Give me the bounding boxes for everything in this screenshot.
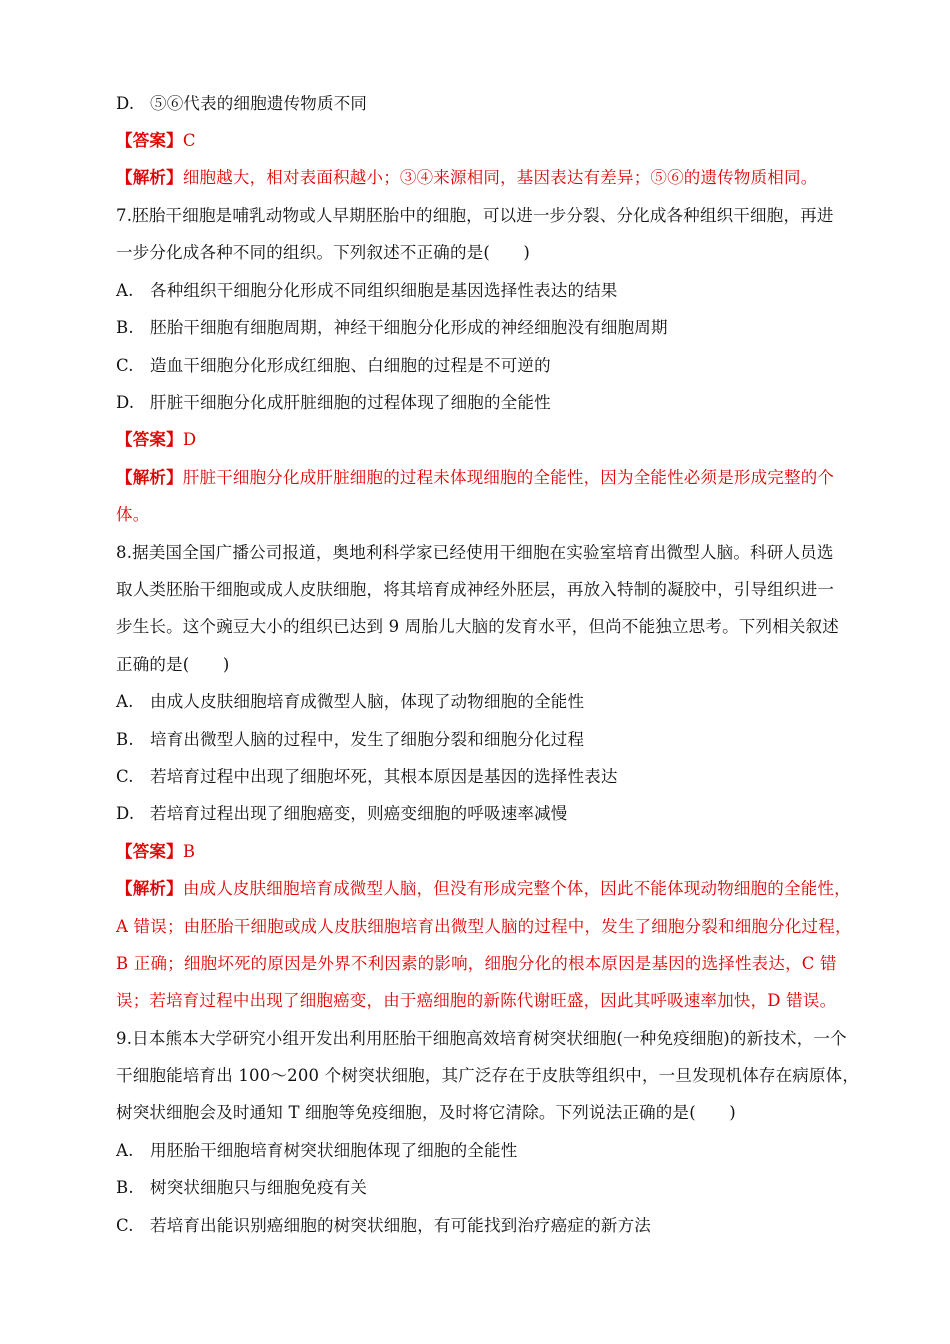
option-text: 肝脏干细胞分化成肝脏细胞的过程体现了细胞的全能性 [150,393,551,412]
q9-stem-line2: 干细胞能培育出 100～200 个树突状细胞，其广泛存在于皮肤等组织中，一旦发现机体存在病原体， [116,1066,860,1085]
q8-option-b [116,729,584,751]
option-text: ⑤⑥代表的细胞遗传物质不同 [150,94,368,113]
q9-option-b [116,1177,367,1199]
q8-option-a [116,691,584,713]
option-text: 若培育过程出现了细胞癌变，则癌变细胞的呼吸速率减慢 [150,804,568,823]
q8-option-d [116,803,568,825]
q8-analysis-line2: A 错误；由胚胎干细胞或成人皮肤细胞培育出微型人脑的过程中，发生了细胞分裂和细胞分化过程， [116,917,852,936]
q7-stem-line1: 7.胚胎干细胞是哺乳动物或人早期胚胎中的细胞，可以进一步分裂、分化成各种组织干细胞，再进 [116,206,834,225]
q9-stem-line3: 树突状细胞会及时通知 T 细胞等免疫细胞，及时将它清除。下列说法正确的是( ) [116,1103,736,1122]
answer-label: 【答案】 [116,842,183,861]
q7-option-a [116,280,618,302]
option-letter: C. [116,356,134,375]
option-letter: D. [116,804,135,823]
q7-option-c [116,355,551,377]
q9-option-a [116,1140,517,1162]
q9-stem-line1: 9.日本熊本大学研究小组开发出利用胚胎干细胞高效培育树突状细胞(一种免疫细胞)的新技术，一个 [116,1029,847,1048]
q7-analysis-line1 [116,467,834,489]
option-text: 培育出微型人脑的过程中，发生了细胞分裂和细胞分化过程 [150,730,585,749]
option-text: 胚胎干细胞有细胞周期，神经干细胞分化形成的神经细胞没有细胞周期 [150,318,668,337]
option-d [116,93,367,115]
q7-option-b [116,317,668,339]
q8-analysis-line1 [116,878,851,900]
answer-label: 【答案】 [116,131,183,150]
q7-answer [116,429,196,451]
analysis-text: 由成人皮肤细胞培育成微型人脑，但没有形成完整个体，因此不能体现动物细胞的全能性， [182,879,851,898]
q8-stem-line1: 8.据美国全国广播公司报道，奥地利科学家已经使用干细胞在实验室培育出微型人脑。科研人员选 [116,543,834,562]
q7-stem-line2: 一步分化成各种不同的组织。下列叙述不正确的是( ) [116,243,531,262]
analysis-label: 【解析】 [116,168,183,187]
option-text: 树突状细胞只与细胞免疫有关 [150,1178,368,1197]
q7-option-d [116,392,551,414]
q8-stem-line3: 步生长。这个豌豆大小的组织已达到 9 周胎儿大脑的发育水平，但尚不能独立思考。下列相关叙述 [116,617,839,636]
option-text: 造血干细胞分化形成红细胞、白细胞的过程是不可逆的 [150,356,551,375]
option-letter: A. [116,281,134,300]
option-letter: A. [116,1141,134,1160]
option-letter: D. [116,393,135,412]
q8-stem-line4: 正确的是( ) [116,655,230,674]
q8-stem-line2: 取人类胚胎干细胞或成人皮肤细胞，将其培育成神经外胚层，再放入特制的凝胶中，引导组织进一 [116,580,835,599]
option-text: 各种组织干细胞分化形成不同组织细胞是基因选择性表达的结果 [150,281,618,300]
option-letter: C. [116,767,134,786]
analysis-label: 【解析】 [116,468,183,487]
option-letter: B. [116,318,134,337]
option-text: 若培育过程中出现了细胞坏死，其根本原因是基因的选择性表达 [150,767,618,786]
option-letter: A. [116,692,134,711]
answer-value: D [182,430,197,449]
option-letter: D. [116,94,135,113]
analysis-text: 肝脏干细胞分化成肝脏细胞的过程未体现细胞的全能性，因为全能性必须是形成完整的个 [182,468,835,487]
answer-line [116,130,196,152]
option-letter: C. [116,1216,134,1235]
analysis-text: 细胞越大，相对表面积越小；③④来源相同，基因表达有差异；⑤⑥的遗传物质相同。 [182,168,818,187]
q7-analysis-line2: 体。 [116,505,150,524]
q8-answer [116,841,195,863]
answer-value: C [182,131,196,150]
analysis-label: 【解析】 [116,879,183,898]
option-letter: B. [116,730,134,749]
option-text: 若培育出能识别癌细胞的树突状细胞，有可能找到治疗癌症的新方法 [150,1216,651,1235]
answer-label: 【答案】 [116,430,183,449]
analysis-line [116,167,817,189]
option-letter: B. [116,1178,134,1197]
answer-value: B [182,842,196,861]
q9-option-c [116,1215,651,1237]
q8-option-c [116,766,618,788]
option-text: 用胚胎干细胞培育树突状细胞体现了细胞的全能性 [150,1141,518,1160]
q8-analysis-line3: B 正确；细胞坏死的原因是外界不利因素的影响，细胞分化的根本原因是基因的选择性表达，C 错 [116,954,837,973]
q8-analysis-line4: 误；若培育过程中出现了细胞癌变，由于癌细胞的新陈代谢旺盛，因此其呼吸速率加快，D 错误。 [116,991,837,1010]
option-text: 由成人皮肤细胞培育成微型人脑，体现了动物细胞的全能性 [150,692,585,711]
